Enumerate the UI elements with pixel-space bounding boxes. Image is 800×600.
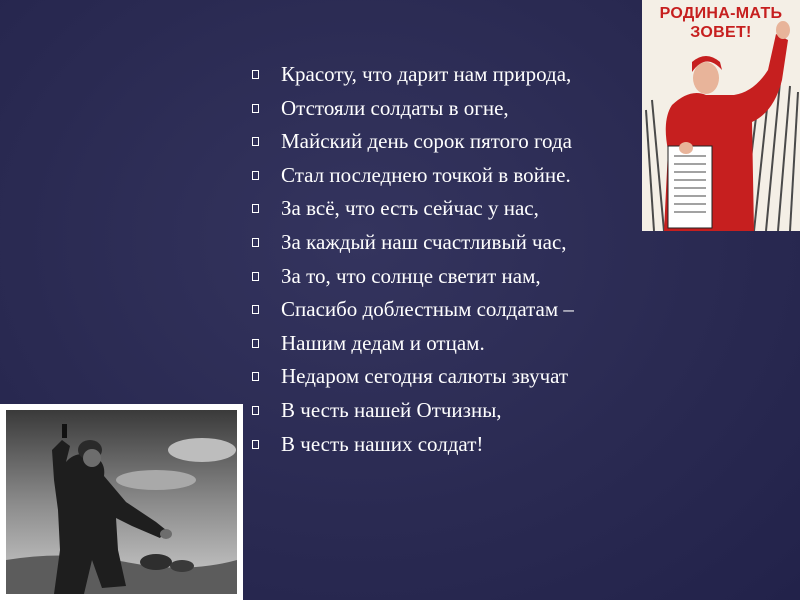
poem-list [252,58,652,461]
motherland-poster-image [642,0,800,231]
bullet-icon [252,137,259,146]
poem-line-text: Майский день сорок пятого года [281,129,572,154]
poster-title [642,4,800,42]
bullet-icon [252,339,259,348]
poster-title-line2: ЗОВЕТ! [690,24,752,41]
poem-line [252,293,652,327]
bullet-icon [252,406,259,415]
poem-line [252,428,652,462]
poem-line [252,394,652,428]
poem-line [252,125,652,159]
bullet-icon [252,372,259,381]
poem-line-text: Отстояли солдаты в огне, [281,95,509,120]
poem-line-text: В честь нашей Отчизны, [281,397,502,422]
poster-title-line1: РОДИНА-МАТЬ [659,5,783,22]
poem-line [252,360,652,394]
soldier-photo-image [0,404,243,600]
poem-line [252,58,652,92]
bullet-icon [252,171,259,180]
poem-line [252,327,652,361]
bullet-icon [252,440,259,449]
poem-line-text: В честь наших солдат! [281,431,484,456]
bullet-icon [252,104,259,113]
poem-line-text: Недаром сегодня салюты звучат [281,364,569,389]
poem-line-text: За каждый наш счастливый час, [281,229,567,254]
poem-line [252,192,652,226]
poem-line [252,260,652,294]
poem-line-text: Стал последнею точкой в войне. [281,162,571,187]
poem-line-text: Нашим дедам и отцам. [281,330,485,355]
bullet-icon [252,238,259,247]
poem-line-text: Красоту, что дарит нам природа, [281,62,572,86]
poem-line-text: Спасибо доблестным солдатам – [281,297,574,322]
poem-line [252,226,652,260]
poem-line-text: За всё, что есть сейчас у нас, [281,196,539,221]
bullet-icon [252,70,259,79]
bullet-icon [252,204,259,213]
soldier-photo-illustration [6,410,237,594]
poem-line [252,92,652,126]
bullet-icon [252,272,259,281]
poem-line-text: За то, что солнце светит нам, [281,263,541,288]
bullet-icon [252,305,259,314]
poem-line [252,159,652,193]
